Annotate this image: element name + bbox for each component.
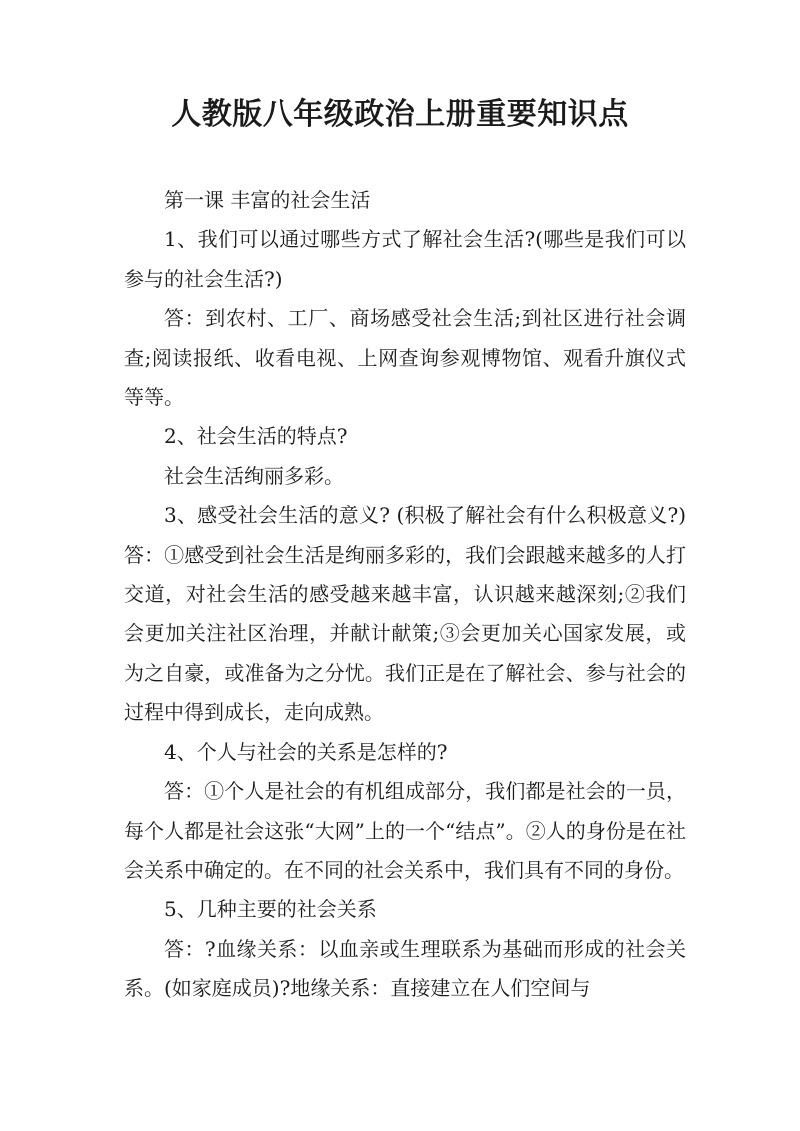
answer-paragraph: 答：到农村、工厂、商场感受社会生活;到社区进行社会调查;阅读报纸、收看电视、上网查询参观博物馆、观看升旗仪式等等。 bbox=[124, 306, 686, 410]
question-paragraph: 4、个人与社会的关系是怎样的? bbox=[164, 739, 448, 764]
answer-paragraph: 答：①个人是社会的有机组成部分，我们都是社会的一员，每个人都是社会这张“大网”上的一个“结点”。②人的身份是在社会关系中确定的。在不同的社会关系中，我们具有不同的身份。 bbox=[124, 779, 686, 882]
question-paragraph: 2、社会生活的特点? bbox=[164, 424, 348, 449]
question-answer-paragraph: 3、感受社会生活的意义? (积极了解社会有什么积极意义?)答：①感受到社会生活是绚丽多彩的，我们会跟越来越多的人打交道，对社会生活的感受越来越丰富，认识越来越深刻;②我们会更加关注社区治理，并献计献策;③会更加关心国家发展，或为之自豪，或准备为之分忧。我们正是在了解社会、参与社会的过程中得到成长，走向成熟。 bbox=[124, 503, 686, 725]
document-title: 人教版八年级政治上册重要知识点 bbox=[171, 97, 629, 132]
question-paragraph: 1、我们可以通过哪些方式了解社会生活?(哪些是我们可以参与的社会生活?) bbox=[124, 227, 686, 291]
answer-paragraph: 答：?血缘关系：以血亲或生理联系为基础而形成的社会关系。(如家庭成员)?地缘关系：直接建立在人们空间与 bbox=[124, 936, 686, 1001]
document-body bbox=[124, 181, 686, 1009]
lesson-heading: 第一课 丰富的社会生活 bbox=[164, 188, 371, 212]
question-paragraph: 5、几种主要的社会关系 bbox=[164, 897, 377, 922]
answer-paragraph: 社会生活绚丽多彩。 bbox=[164, 463, 344, 488]
